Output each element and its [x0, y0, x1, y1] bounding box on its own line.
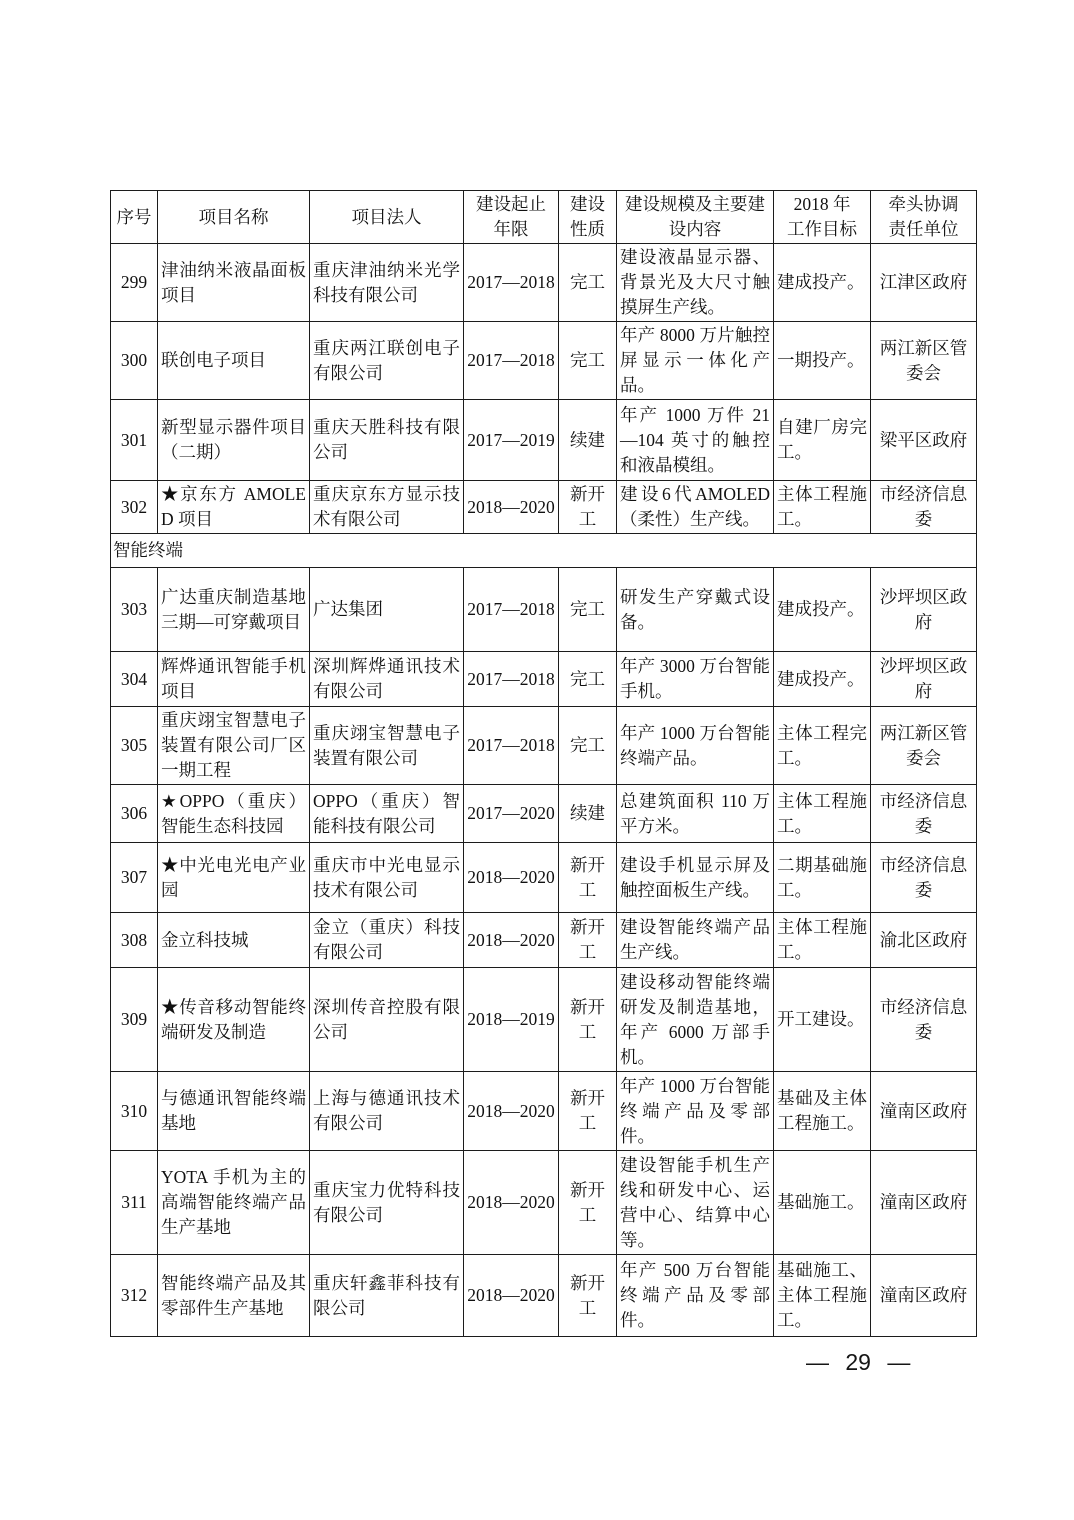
- cell-construction-nature: 完工: [559, 244, 617, 322]
- cell-project-name: ★传音移动智能终端研发及制造: [158, 968, 310, 1072]
- cell-lead-unit: 梁平区政府: [871, 400, 977, 481]
- table-row: [111, 652, 977, 707]
- cell-project-name: ★OPPO（重庆）智能生态科技园: [158, 785, 310, 843]
- cell-construction-nature: 新开工: [559, 481, 617, 534]
- column-header-legal-entity: 项目法人: [310, 191, 464, 244]
- cell-legal-entity: 深圳传音控股有限公司: [310, 968, 464, 1072]
- cell-scale-content: 建设液晶显示器、背景光及大尺寸触摸屏生产线。: [617, 244, 774, 322]
- cell-number: 309: [111, 968, 158, 1072]
- cell-construction-nature: 新开工: [559, 1151, 617, 1255]
- cell-scale-content: 年产 3000 万台智能手机。: [617, 652, 774, 707]
- cell-number: 299: [111, 244, 158, 322]
- cell-lead-unit: 两江新区管委会: [871, 322, 977, 400]
- projects-table: [110, 190, 977, 1337]
- cell-construction-nature: 完工: [559, 568, 617, 652]
- cell-2018-target: 主体工程施工。: [774, 913, 871, 968]
- cell-2018-target: 建成投产。: [774, 568, 871, 652]
- cell-construction-period: 2018—2020: [464, 1072, 559, 1151]
- cell-number: 301: [111, 400, 158, 481]
- cell-lead-unit: 市经济信息委: [871, 481, 977, 534]
- cell-number: 302: [111, 481, 158, 534]
- cell-lead-unit: 渝北区政府: [871, 913, 977, 968]
- cell-scale-content: 年产 1000 万件 21—104 英寸的触控和液晶模组。: [617, 400, 774, 481]
- cell-lead-unit: 市经济信息委: [871, 968, 977, 1072]
- cell-legal-entity: 重庆天胜科技有限公司: [310, 400, 464, 481]
- column-header-lead-unit: 牵头协调责任单位: [871, 191, 977, 244]
- cell-2018-target: 基础施工、主体工程施工。: [774, 1255, 871, 1337]
- cell-construction-nature: 新开工: [559, 1072, 617, 1151]
- table-row: [111, 322, 977, 400]
- cell-2018-target: 主体工程完工。: [774, 707, 871, 785]
- cell-lead-unit: 江津区政府: [871, 244, 977, 322]
- column-header-2018-target: 2018 年工作目标: [774, 191, 871, 244]
- cell-construction-period: 2018—2020: [464, 1255, 559, 1337]
- cell-project-name: 智能终端产品及其零部件生产基地: [158, 1255, 310, 1337]
- table-row: [111, 244, 977, 322]
- cell-construction-period: 2018—2020: [464, 481, 559, 534]
- cell-lead-unit: 潼南区政府: [871, 1151, 977, 1255]
- cell-construction-nature: 新开工: [559, 913, 617, 968]
- cell-construction-nature: 续建: [559, 785, 617, 843]
- cell-project-name: 重庆翊宝智慧电子装置有限公司厂区一期工程: [158, 707, 310, 785]
- table-row: [111, 785, 977, 843]
- cell-2018-target: 自建厂房完工。: [774, 400, 871, 481]
- cell-scale-content: 建设智能手机生产线和研发中心、运营中心、结算中心等。: [617, 1151, 774, 1255]
- projects-table-container: [110, 190, 977, 1337]
- cell-legal-entity: 重庆市中光电显示技术有限公司: [310, 843, 464, 913]
- cell-construction-period: 2018—2020: [464, 1151, 559, 1255]
- cell-legal-entity: 广达集团: [310, 568, 464, 652]
- cell-construction-nature: 新开工: [559, 968, 617, 1072]
- cell-project-name: 联创电子项目: [158, 322, 310, 400]
- cell-scale-content: 建设移动智能终端研发及制造基地，年产 6000 万部手机。: [617, 968, 774, 1072]
- cell-lead-unit: 市经济信息委: [871, 843, 977, 913]
- cell-2018-target: 建成投产。: [774, 244, 871, 322]
- cell-legal-entity: 重庆宝力优特科技有限公司: [310, 1151, 464, 1255]
- cell-construction-nature: 新开工: [559, 843, 617, 913]
- table-row: [111, 481, 977, 534]
- cell-project-name: ★京东方 AMOLED 项目: [158, 481, 310, 534]
- cell-construction-nature: 完工: [559, 652, 617, 707]
- cell-number: 304: [111, 652, 158, 707]
- cell-construction-period: 2017—2018: [464, 652, 559, 707]
- cell-legal-entity: 重庆轩鑫菲科技有限公司: [310, 1255, 464, 1337]
- cell-scale-content: 建设手机显示屏及触控面板生产线。: [617, 843, 774, 913]
- cell-2018-target: 主体工程施工。: [774, 785, 871, 843]
- cell-construction-period: 2017—2018: [464, 322, 559, 400]
- cell-number: 307: [111, 843, 158, 913]
- column-header-project-name: 项目名称: [158, 191, 310, 244]
- cell-legal-entity: 深圳辉烨通讯技术有限公司: [310, 652, 464, 707]
- cell-construction-period: 2017—2020: [464, 785, 559, 843]
- cell-scale-content: 年产 500 万台智能终端产品及零部件。: [617, 1255, 774, 1337]
- cell-legal-entity: 重庆翊宝智慧电子装置有限公司: [310, 707, 464, 785]
- cell-lead-unit: 市经济信息委: [871, 785, 977, 843]
- table-header-row: [111, 191, 977, 244]
- table-row: [111, 1151, 977, 1255]
- cell-number: 305: [111, 707, 158, 785]
- cell-construction-nature: 完工: [559, 322, 617, 400]
- cell-number: 300: [111, 322, 158, 400]
- cell-project-name: 辉烨通讯智能手机项目: [158, 652, 310, 707]
- cell-construction-period: 2018—2020: [464, 843, 559, 913]
- cell-legal-entity: OPPO（重庆）智能科技有限公司: [310, 785, 464, 843]
- cell-legal-entity: 重庆津油纳米光学科技有限公司: [310, 244, 464, 322]
- column-header-construction-period: 建设起止年限: [464, 191, 559, 244]
- cell-2018-target: 开工建设。: [774, 968, 871, 1072]
- cell-2018-target: 主体工程施工。: [774, 481, 871, 534]
- cell-number: 303: [111, 568, 158, 652]
- cell-lead-unit: 两江新区管委会: [871, 707, 977, 785]
- page-number: — 29 —: [806, 1349, 911, 1375]
- table-row: [111, 843, 977, 913]
- cell-lead-unit: 沙坪坝区政府: [871, 568, 977, 652]
- cell-construction-nature: 续建: [559, 400, 617, 481]
- cell-construction-period: 2017—2019: [464, 400, 559, 481]
- cell-legal-entity: 重庆京东方显示技术有限公司: [310, 481, 464, 534]
- cell-construction-nature: 新开工: [559, 1255, 617, 1337]
- cell-legal-entity: 重庆两江联创电子有限公司: [310, 322, 464, 400]
- cell-number: 312: [111, 1255, 158, 1337]
- table-row: [111, 1072, 977, 1151]
- cell-project-name: 津油纳米液晶面板项目: [158, 244, 310, 322]
- cell-project-name: YOTA 手机为主的高端智能终端产品生产基地: [158, 1151, 310, 1255]
- section-row-label: 智能终端: [111, 534, 977, 568]
- cell-legal-entity: 上海与德通讯技术有限公司: [310, 1072, 464, 1151]
- cell-lead-unit: 潼南区政府: [871, 1072, 977, 1151]
- cell-number: 308: [111, 913, 158, 968]
- table-row: [111, 913, 977, 968]
- cell-project-name: 金立科技城: [158, 913, 310, 968]
- cell-construction-period: 2017—2018: [464, 244, 559, 322]
- cell-construction-period: 2018—2020: [464, 913, 559, 968]
- cell-scale-content: 年产 1000 万台智能终端产品及零部件。: [617, 1072, 774, 1151]
- cell-scale-content: 总建筑面积 110 万平方米。: [617, 785, 774, 843]
- cell-2018-target: 建成投产。: [774, 652, 871, 707]
- cell-lead-unit: 沙坪坝区政府: [871, 652, 977, 707]
- cell-project-name: 新型显示器件项目（二期）: [158, 400, 310, 481]
- cell-number: 311: [111, 1151, 158, 1255]
- cell-2018-target: 一期投产。: [774, 322, 871, 400]
- table-row: [111, 400, 977, 481]
- cell-scale-content: 年产 1000 万台智能终端产品。: [617, 707, 774, 785]
- table-row: [111, 968, 977, 1072]
- cell-construction-nature: 完工: [559, 707, 617, 785]
- cell-number: 306: [111, 785, 158, 843]
- cell-construction-period: 2018—2019: [464, 968, 559, 1072]
- cell-2018-target: 二期基础施工。: [774, 843, 871, 913]
- cell-construction-period: 2017—2018: [464, 707, 559, 785]
- cell-project-name: ★中光电光电产业园: [158, 843, 310, 913]
- cell-scale-content: 建设6代AMOLED（柔性）生产线。: [617, 481, 774, 534]
- cell-scale-content: 建设智能终端产品生产线。: [617, 913, 774, 968]
- table-row: [111, 1255, 977, 1337]
- cell-project-name: 广达重庆制造基地三期—可穿戴项目: [158, 568, 310, 652]
- cell-construction-period: 2017—2018: [464, 568, 559, 652]
- cell-2018-target: 基础及主体工程施工。: [774, 1072, 871, 1151]
- table-row: [111, 568, 977, 652]
- cell-2018-target: 基础施工。: [774, 1151, 871, 1255]
- cell-legal-entity: 金立（重庆）科技有限公司: [310, 913, 464, 968]
- column-header-construction-nature: 建设性质: [559, 191, 617, 244]
- cell-scale-content: 研发生产穿戴式设备。: [617, 568, 774, 652]
- column-header-scale-content: 建设规模及主要建设内容: [617, 191, 774, 244]
- table-row: [111, 707, 977, 785]
- column-header-number: 序号: [111, 191, 158, 244]
- cell-project-name: 与德通讯智能终端基地: [158, 1072, 310, 1151]
- cell-number: 310: [111, 1072, 158, 1151]
- cell-scale-content: 年产 8000 万片触控屏显示一体化产品。: [617, 322, 774, 400]
- section-row: [111, 534, 977, 568]
- cell-lead-unit: 潼南区政府: [871, 1255, 977, 1337]
